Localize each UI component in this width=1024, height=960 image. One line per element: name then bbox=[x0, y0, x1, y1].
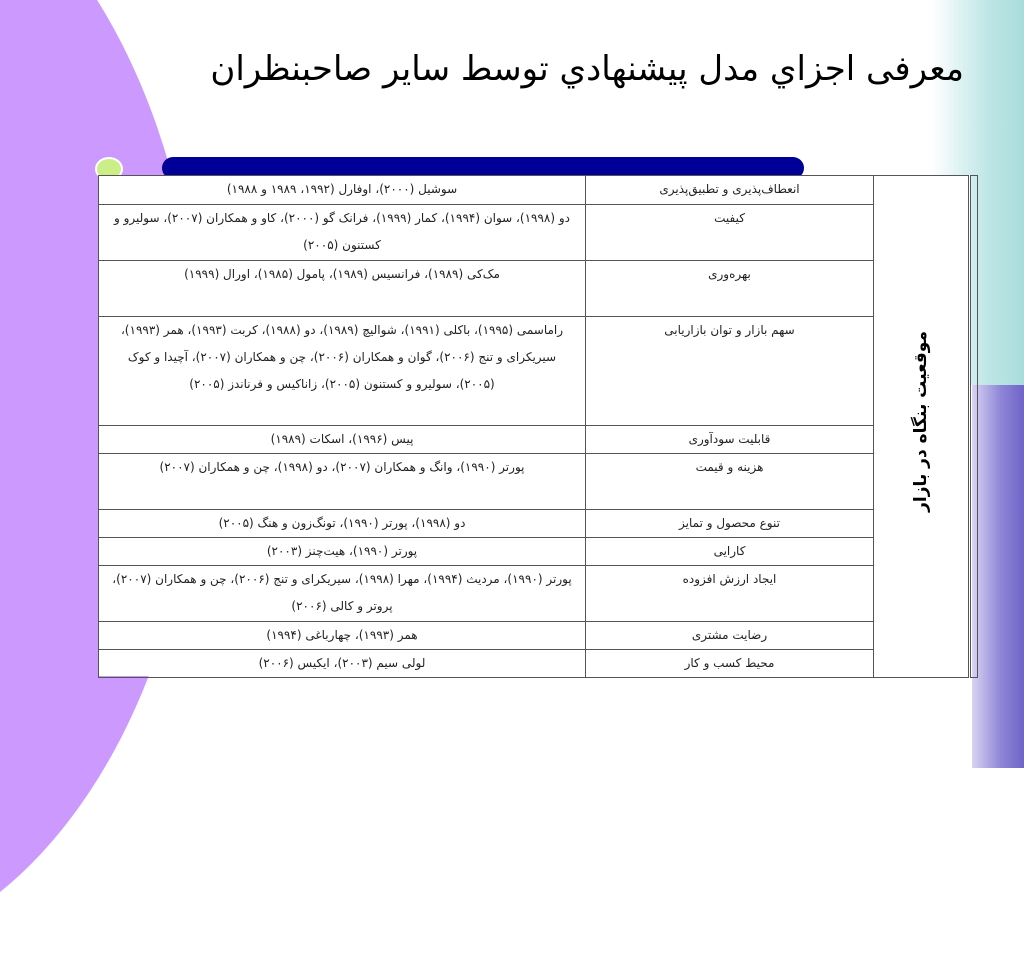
factor-cell: بهره‌وری bbox=[586, 261, 874, 317]
refs-cell: لولی سیم (۲۰۰۳)، ایکیس (۲۰۰۶) bbox=[99, 650, 586, 678]
factor-cell: تنوع محصول و تمایز bbox=[586, 510, 874, 538]
slide-title: معرفی اجزاي مدل پيشنهادي توسط ساير صاحبنظران bbox=[210, 49, 964, 89]
factor-cell: رضایت مشتری bbox=[586, 622, 874, 650]
table-row bbox=[99, 510, 978, 538]
table-grid bbox=[98, 175, 978, 678]
refs-cell: همر (۱۹۹۳)، چهارباغی (۱۹۹۴) bbox=[99, 622, 586, 650]
refs-cell: پورتر (۱۹۹۰)، مردیث (۱۹۹۴)، مهرا (۱۹۹۸)، سیریکرای و تنج (۲۰۰۶)، چن و همکاران (۲۰۰۷)، پروتر و کالی (۲۰۰۶) bbox=[99, 566, 586, 622]
table-row bbox=[99, 622, 978, 650]
factor-cell: سهم بازار و توان بازاریابی bbox=[586, 317, 874, 426]
table-row bbox=[99, 650, 978, 678]
table-row bbox=[99, 566, 978, 622]
refs-cell: دو (۱۹۹۸)، سوان (۱۹۹۴)، کمار (۱۹۹۹)، فرانک گو (۲۰۰۰)، کاو و همکاران (۲۰۰۷)، سولیرو و کستنون (۲۰۰۵) bbox=[99, 205, 586, 261]
factor-cell: انعطاف‌پذیری و تطبیق‌پذیری bbox=[586, 176, 874, 205]
refs-cell: پورتر (۱۹۹۰)، هیت‌چنز (۲۰۰۳) bbox=[99, 538, 586, 566]
table-row bbox=[99, 454, 978, 510]
table-row bbox=[99, 176, 978, 205]
references-table bbox=[98, 175, 970, 676]
refs-cell: پورتر (۱۹۹۰)، وانگ و همکاران (۲۰۰۷)، دو (۱۹۹۸)، چن و همکاران (۲۰۰۷) bbox=[99, 454, 586, 510]
refs-cell: سوشیل (۲۰۰۰)، اوفارل (۱۹۹۲، ۱۹۸۹ و ۱۹۸۸) bbox=[99, 176, 586, 205]
table-row bbox=[99, 261, 978, 317]
refs-cell: پیس (۱۹۹۶)، اسکات (۱۹۸۹) bbox=[99, 426, 586, 454]
group-label: موقعیت بنگاه در بازار bbox=[910, 331, 931, 512]
table-edge bbox=[970, 176, 978, 678]
background-stripe-bottom bbox=[972, 385, 1024, 768]
factor-cell: ایجاد ارزش افزوده bbox=[586, 566, 874, 622]
table-row bbox=[99, 205, 978, 261]
refs-cell: راماسمی (۱۹۹۵)، باکلی (۱۹۹۱)، شوالیچ (۱۹۸۹)، دو (۱۹۸۸)، کربت (۱۹۹۳)، همر (۱۹۹۳)، سیریکرای و تنج (۲۰۰۶)، گوان و همکاران (۲۰۰۶)، چن و همکاران (۲۰۰۷)، آچیدا و کوک (۲۰۰۵)، سولیرو و کستنون (۲۰۰۵)، زاناکیس و فرناندز (۲۰۰۵) bbox=[99, 317, 586, 426]
table-row bbox=[99, 317, 978, 426]
refs-cell: مک‌کی (۱۹۸۹)، فرانسیس (۱۹۸۹)، پامول (۱۹۸۵)، اورال (۱۹۹۹) bbox=[99, 261, 586, 317]
refs-cell: دو (۱۹۹۸)، پورتر (۱۹۹۰)، تونگ‌زون و هنگ (۲۰۰۵) bbox=[99, 510, 586, 538]
group-cell bbox=[874, 176, 970, 678]
factor-cell: هزینه و قیمت bbox=[586, 454, 874, 510]
factor-cell: قابلیت سودآوری bbox=[586, 426, 874, 454]
table-row bbox=[99, 538, 978, 566]
factor-cell: کیفیت bbox=[586, 205, 874, 261]
factor-cell: کارایی bbox=[586, 538, 874, 566]
factor-cell: محیط کسب و کار bbox=[586, 650, 874, 678]
table-row bbox=[99, 426, 978, 454]
